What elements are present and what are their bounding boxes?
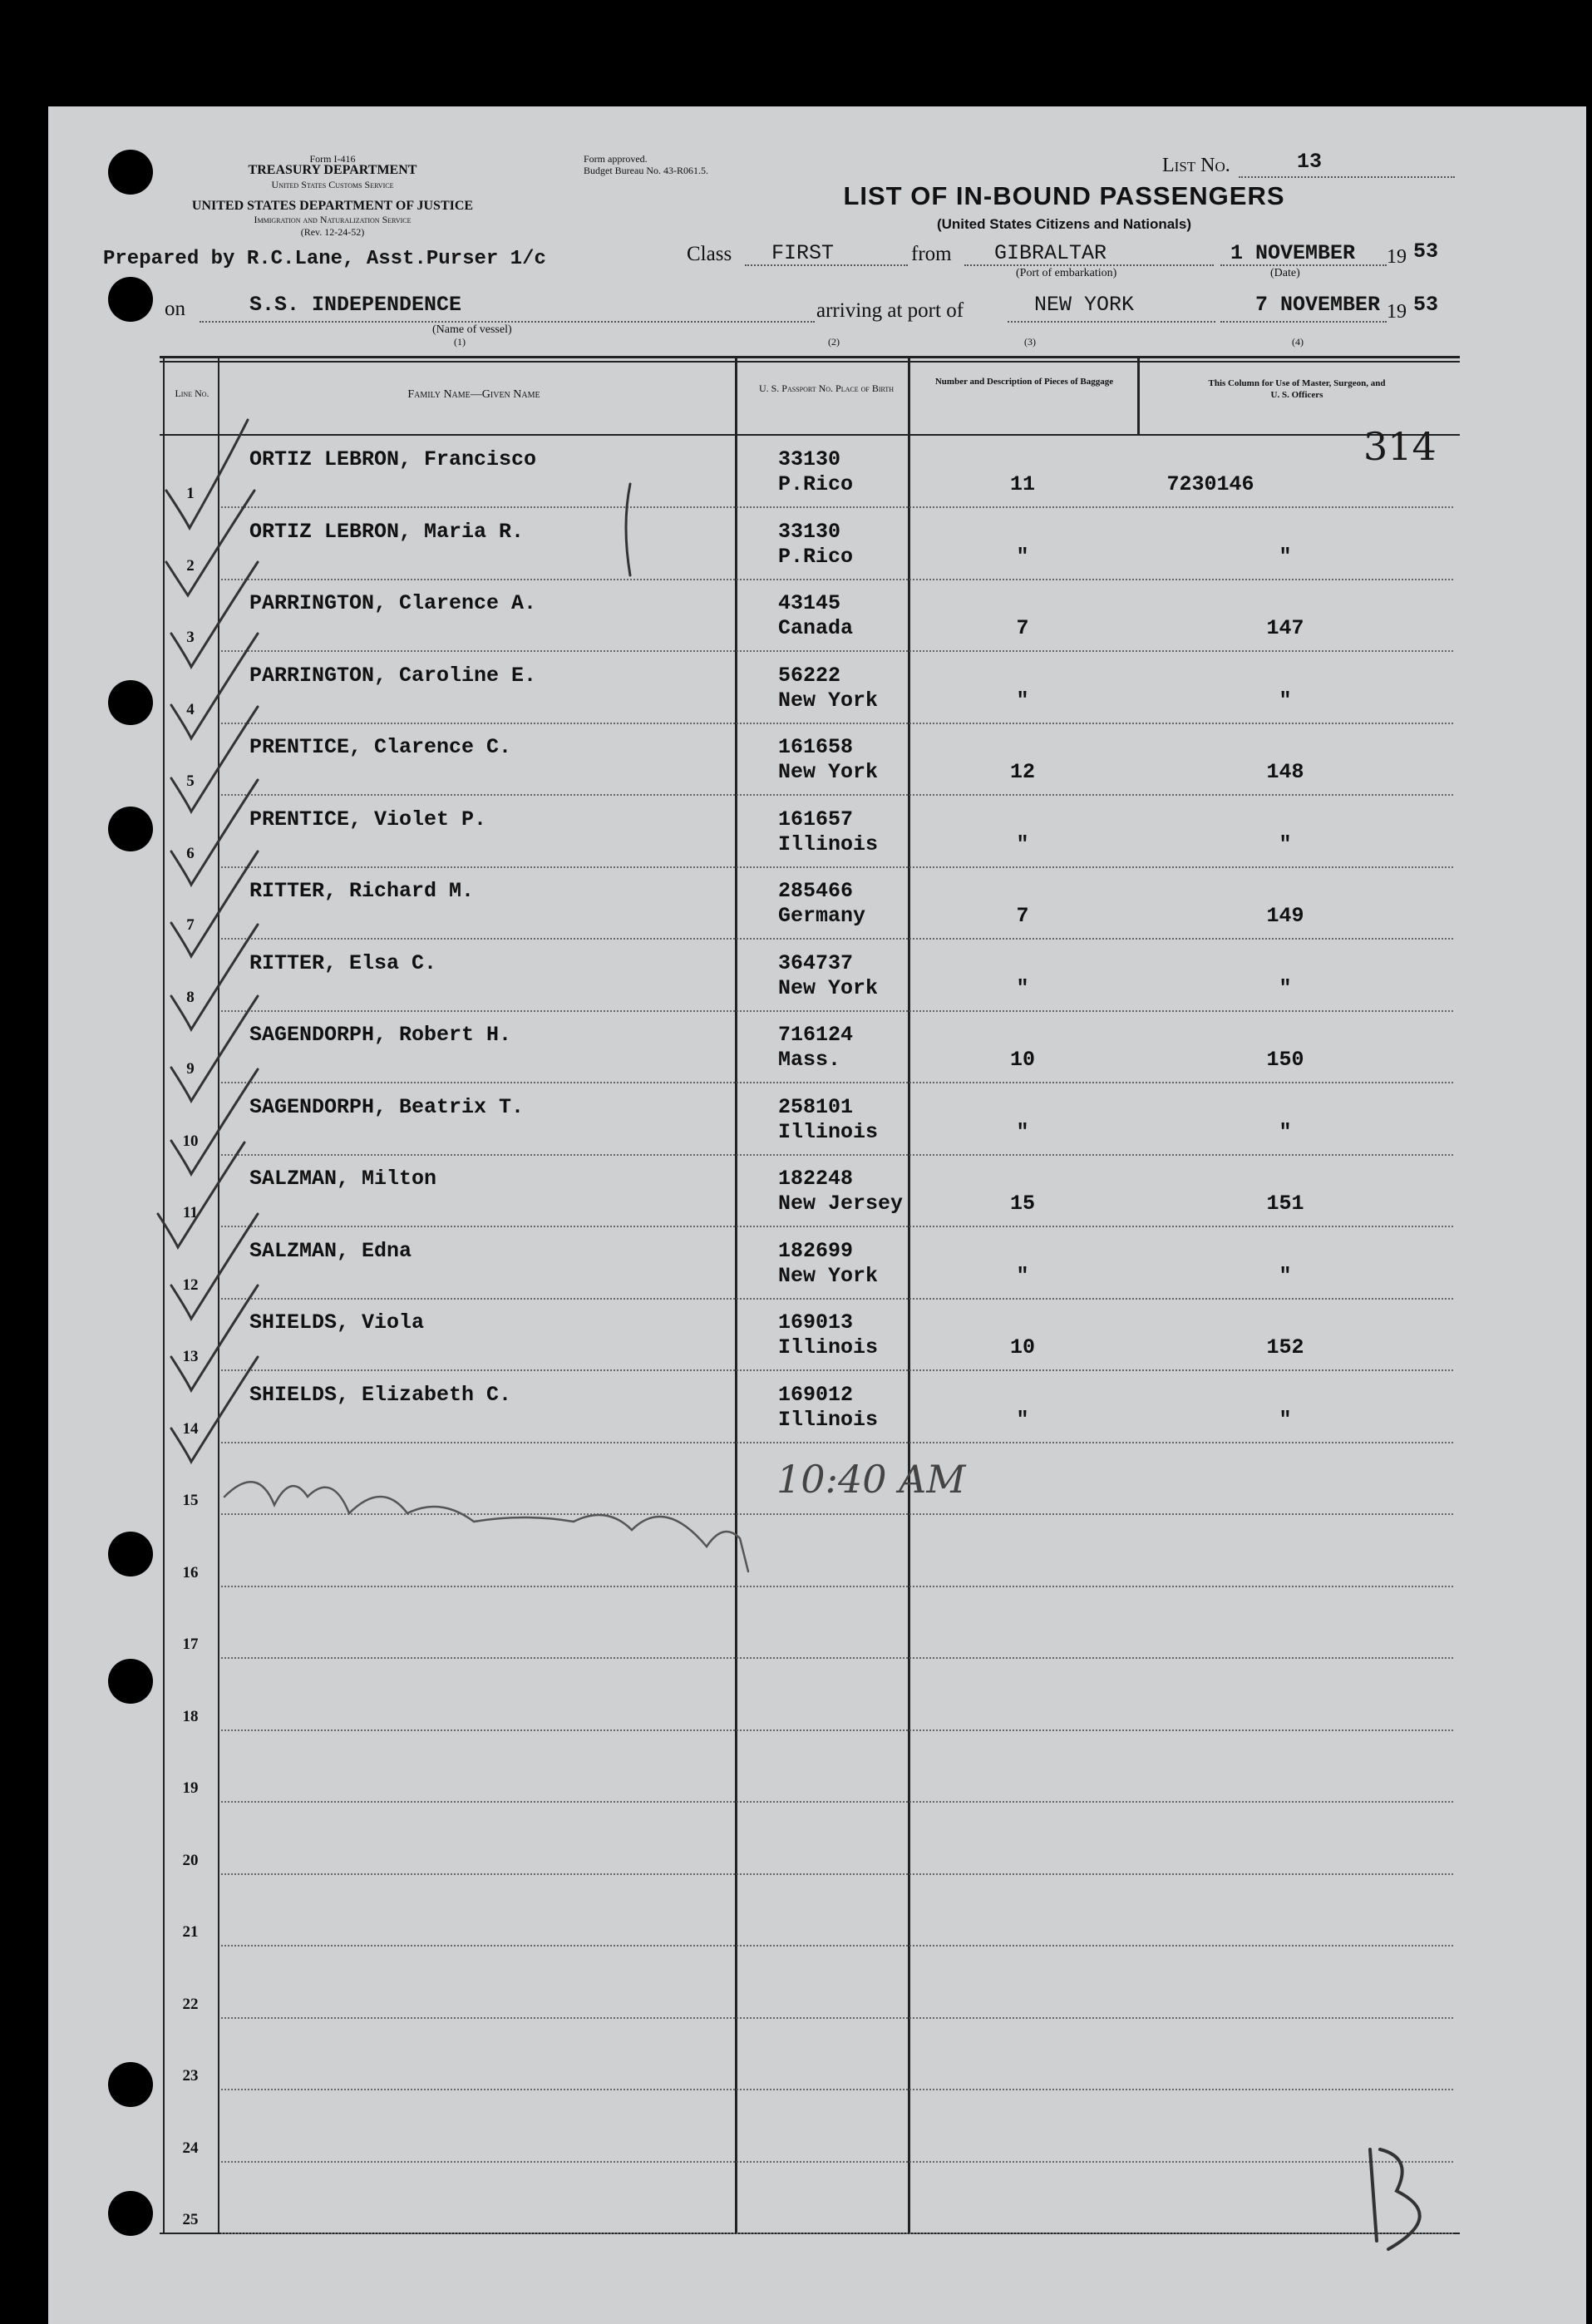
line-number: 23 [182, 2067, 199, 2085]
passenger-name: SHIELDS, Elizabeth C. [249, 1382, 512, 1407]
checkmark [171, 996, 258, 1101]
ins-service: Immigration and Naturalization Service [254, 214, 412, 225]
baggage-count: 10 [1009, 1048, 1035, 1072]
place-of-birth: New York [778, 975, 879, 1000]
baggage-count: " [1016, 544, 1029, 569]
baggage-count: " [1016, 975, 1029, 1000]
line-number: 4 [186, 700, 195, 718]
from-value: GIBRALTAR [994, 241, 1107, 265]
port-embarkation-caption: (Port of embarkation) [1016, 267, 1117, 279]
line-number: 14 [182, 1419, 199, 1438]
officer-entry: " [1279, 688, 1292, 713]
passport-number: 33130 [778, 447, 841, 471]
checkmark [171, 1357, 258, 1462]
line-number: 12 [182, 1275, 199, 1294]
arriving-label: arriving at port of [816, 299, 964, 322]
passport-number: 161657 [778, 807, 854, 831]
passenger-name: SALZMAN, Edna [249, 1238, 412, 1263]
passenger-name: ORTIZ LEBRON, Maria R. [249, 519, 525, 544]
line-number: 25 [182, 2211, 199, 2228]
passport-number: 258101 [778, 1094, 854, 1119]
line-number: 21 [182, 1923, 199, 1941]
treasury-department: TREASURY DEPARTMENT [248, 163, 417, 177]
passport-number: 182248 [778, 1167, 854, 1191]
passport-number: 43145 [778, 591, 841, 615]
baggage-count: 7 [1016, 904, 1029, 928]
passenger-name: SAGENDORPH, Beatrix T. [249, 1094, 525, 1119]
place-of-birth: New York [778, 760, 879, 784]
arrival-year-suffix: 53 [1413, 293, 1439, 317]
baggage-count: 15 [1009, 1192, 1035, 1216]
passenger-name: PRENTICE, Violet P. [249, 807, 487, 831]
officer-entry: " [1279, 1407, 1292, 1432]
line-number: 9 [186, 1060, 195, 1078]
date-caption: (Date) [1270, 267, 1300, 279]
place-of-birth: Mass. [778, 1048, 841, 1072]
passport-number: 182699 [778, 1238, 854, 1263]
passport-number: 169012 [778, 1382, 854, 1407]
line-number: 2 [186, 556, 195, 575]
budget-bureau: Budget Bureau No. 43-R061.5. [584, 165, 708, 176]
checkmark [171, 562, 258, 667]
header-name: Family Name—Given Name [407, 388, 540, 401]
customs-service: United States Customs Service [271, 179, 394, 190]
line-number: 3 [186, 629, 195, 646]
form-revision: (Rev. 12-24-52) [300, 226, 365, 238]
stamp-number: 314 [1363, 424, 1437, 469]
place-of-birth: Illinois [778, 1335, 879, 1359]
header-passport: U. S. Passport No. Place of Birth [758, 382, 895, 394]
checkmark [171, 1285, 258, 1390]
line-number: 10 [182, 1132, 199, 1150]
place-of-birth: New York [778, 688, 879, 713]
passenger-name: RITTER, Elsa C. [249, 950, 437, 975]
line-number: 13 [182, 1348, 199, 1365]
header-line-no: Line No. [175, 387, 209, 399]
officer-entry: 148 [1266, 760, 1304, 784]
passport-number: 169013 [778, 1310, 854, 1335]
checkmark [171, 1214, 258, 1319]
class-label: Class [687, 243, 732, 265]
passport-number: 364737 [778, 950, 854, 975]
officer-entry: " [1279, 544, 1292, 569]
line-number: 17 [182, 1636, 199, 1653]
passenger-name: SAGENDORPH, Robert H. [249, 1023, 512, 1047]
signature-time: 10:40 AM [776, 1457, 966, 1502]
col-num-1: (1) [454, 336, 466, 348]
line-number: 5 [186, 772, 195, 790]
col-num-2: (2) [828, 336, 840, 348]
line-number: 1 [186, 485, 195, 502]
place-of-birth: Illinois [778, 831, 879, 856]
baggage-count: 10 [1009, 1335, 1035, 1359]
arrival-year-prefix: 19 [1387, 301, 1407, 323]
line-number: 8 [186, 988, 195, 1006]
officer-entry: 149 [1266, 904, 1304, 928]
passport-number: 285466 [778, 879, 854, 903]
baggage-count: 7 [1016, 616, 1029, 640]
checkmark [171, 707, 258, 812]
officer-entry: 7230146 [1166, 472, 1254, 496]
on-label: on [165, 298, 185, 320]
officer-entry: 151 [1266, 1192, 1304, 1216]
officer-entry: " [1279, 1263, 1292, 1288]
col-num-3: (3) [1024, 336, 1036, 348]
prepared-by: Prepared by R.C.Lane, Asst.Purser 1/c [103, 248, 546, 270]
baggage-count: " [1016, 1263, 1029, 1288]
passenger-name: ORTIZ LEBRON, Francisco [249, 447, 537, 471]
line-number: 6 [186, 844, 195, 862]
header-officers: This Column for Use of Master, Surgeon, and U. S. Officers [1208, 378, 1386, 400]
passenger-name: PARRINGTON, Caroline E. [249, 663, 537, 688]
checkmark [171, 780, 258, 885]
line-number: 11 [183, 1204, 198, 1221]
place-of-birth: New York [778, 1263, 879, 1288]
baggage-count: " [1016, 1407, 1029, 1432]
department-of-justice: UNITED STATES DEPARTMENT OF JUSTICE [191, 199, 474, 213]
checkmark [166, 491, 254, 595]
page-title: LIST OF IN-BOUND PASSENGERS [843, 181, 1285, 210]
officer-entry: 150 [1266, 1048, 1304, 1072]
corner-mark-strokes [1370, 2149, 1420, 2249]
list-no-value: 13 [1297, 150, 1323, 174]
passenger-name: RITTER, Richard M. [249, 879, 475, 903]
from-label: from [911, 243, 952, 265]
list-no-label: List No. [1162, 155, 1230, 176]
form-approved: Form approved. [584, 153, 648, 165]
officer-entry: 152 [1266, 1335, 1304, 1359]
passport-number: 716124 [778, 1023, 854, 1047]
baggage-count: " [1016, 688, 1029, 713]
line-number: 20 [182, 1851, 199, 1869]
place-of-birth: Illinois [778, 1119, 879, 1144]
line-number: 18 [182, 1707, 199, 1725]
vessel-caption: (Name of vessel) [432, 323, 512, 336]
place-of-birth: Illinois [778, 1407, 879, 1432]
line-number: 24 [182, 2139, 199, 2157]
hand-stroke [626, 484, 630, 575]
officer-entry: " [1279, 831, 1292, 856]
place-of-birth: Canada [778, 616, 854, 640]
officer-entry: " [1279, 1119, 1292, 1144]
year-prefix: 19 [1387, 246, 1407, 268]
passenger-name: SHIELDS, Viola [249, 1310, 425, 1335]
baggage-count: 11 [1009, 472, 1035, 496]
checkmark [171, 634, 258, 738]
place-of-birth: P.Rico [778, 472, 854, 496]
line-number: 19 [182, 1779, 199, 1797]
vessel-name: S.S. INDEPENDENCE [249, 293, 462, 317]
baggage-count: " [1016, 831, 1029, 856]
passport-number: 161658 [778, 735, 854, 759]
baggage-count: " [1016, 1119, 1029, 1144]
passport-number: 56222 [778, 663, 841, 688]
place-of-birth: Germany [778, 904, 866, 928]
officer-entry: 147 [1266, 616, 1304, 640]
year-suffix: 53 [1413, 239, 1439, 264]
col-num-4: (4) [1292, 336, 1304, 348]
checkmark [171, 1069, 258, 1174]
line-number: 7 [186, 916, 195, 934]
officer-entry: " [1279, 975, 1292, 1000]
passenger-name: PRENTICE, Clarence C. [249, 735, 512, 759]
line-number: 15 [182, 1492, 199, 1509]
checkmark [166, 420, 248, 528]
page-subtitle: (United States Citizens and Nationals) [936, 216, 1192, 232]
checkmark [171, 851, 258, 956]
line-number: 16 [182, 1563, 199, 1581]
place-of-birth: P.Rico [778, 544, 854, 569]
passenger-name: PARRINGTON, Clarence A. [249, 591, 537, 615]
place-of-birth: New Jersey [778, 1192, 904, 1216]
passport-number: 33130 [778, 519, 841, 544]
baggage-count: 12 [1009, 760, 1035, 784]
form-number: Form I-416 [309, 153, 356, 165]
arrival-date: 7 NOVEMBER [1255, 293, 1381, 317]
line-number: 22 [182, 1995, 199, 2013]
embark-date: 1 NOVEMBER [1230, 241, 1356, 265]
passenger-name: SALZMAN, Milton [249, 1167, 437, 1191]
signature [224, 1482, 748, 1572]
arrival-port: NEW YORK [1034, 293, 1135, 317]
header-baggage: Number and Description of Pieces of Baggage [934, 377, 1114, 387]
checkmark [171, 925, 258, 1029]
class-value: FIRST [771, 241, 835, 265]
